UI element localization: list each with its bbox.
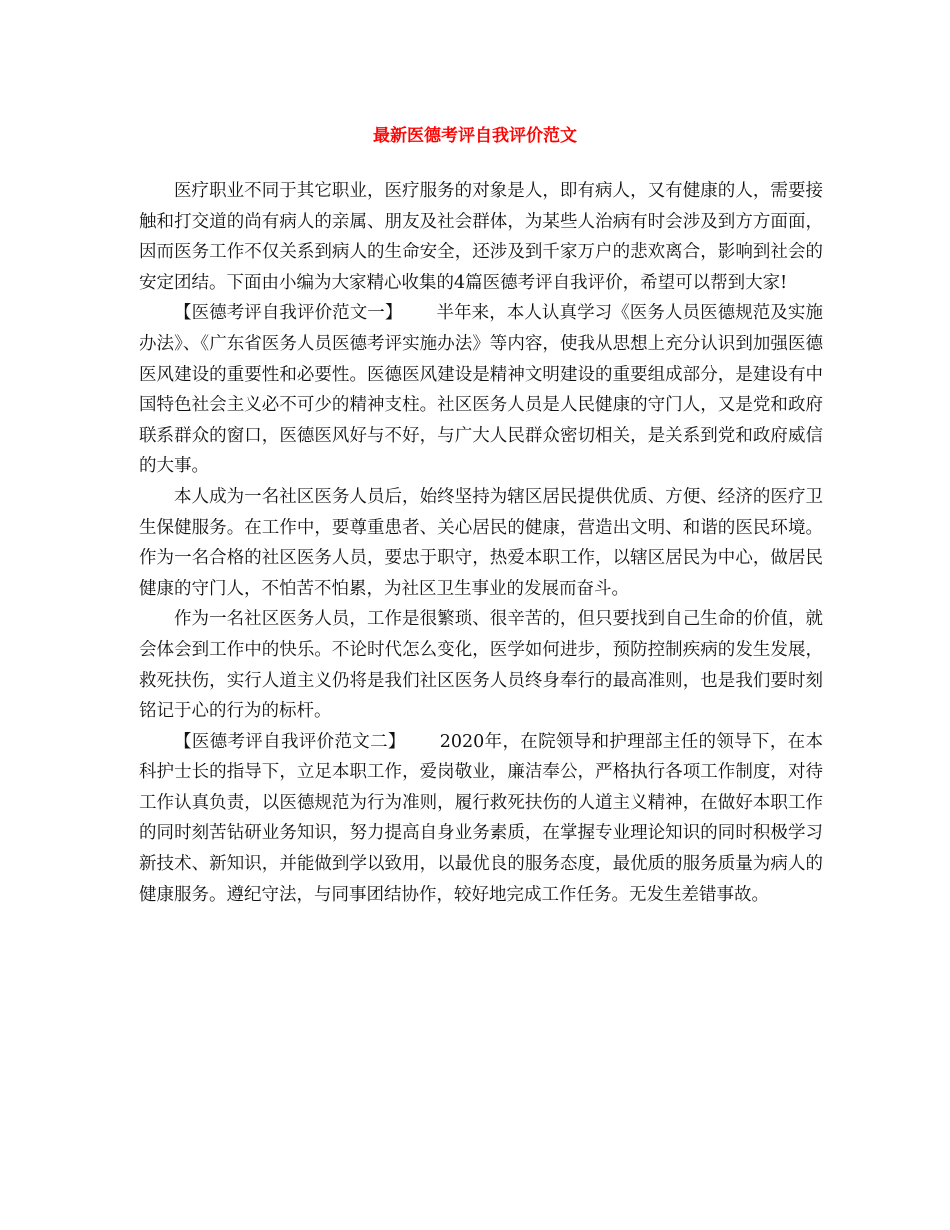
paragraph-sample-two — [139, 727, 823, 911]
document-body — [139, 176, 823, 910]
paragraph-text: 作为一名社区医务人员，工作是很繁琐、很辛苦的，但只要找到自己生命的价值，就会体会到工作中的快乐。不论时代怎么变化，医学如何进步，预防控制疾病的发生发展，救死扶伤，实行人道主义仍将是我们社区医务人员终身奉行的最高准则，也是我们要时刻铭记于心的行为的标杆。 — [139, 609, 823, 722]
document-title: 最新医德考评自我评价范文 — [373, 126, 577, 146]
paragraph-sample-one — [139, 298, 823, 482]
paragraph-text: 2020年，在院领导和护理部主任的领导下，在本科护士长的指导下，立足本职工作，爱岗敬业，廉洁奉公，严格执行各项工作制度，对待工作认真负责，以医德规范为行为准则，履行救死扶伤的人道主义精神，在做好本职工作的同时刻苦钻研业务知识，努力提高自身业务素质，在掌握专业理论知识的同时积极学习新技术、新知识，并能做到学以致用，以最优良的服务态度，最优质的服务质量为病人的健康服务。遵纪守法，与同事团结协作，较好地完成工作任务。无发生差错事故。 — [139, 731, 823, 905]
paragraph-text: 医疗职业不同于其它职业，医疗服务的对象是人，即有病人，又有健康的人，需要接触和打交道的尚有病人的亲属、朋友及社会群体，为某些人治病有时会涉及到方方面面，因而医务工作不仅关系到病人的生命安全，还涉及到千家万户的悲欢离合，影响到社会的安定团结。下面由小编为大家精心收集的4篇医德考评自我评价，希望可以帮到大家! — [139, 181, 823, 293]
paragraph-value — [139, 604, 823, 726]
paragraph-intro — [139, 176, 823, 298]
paragraph-text: 本人成为一名社区医务人员后，始终坚持为辖区居民提供优质、方便、经济的医疗卫生保健服务。在工作中，要尊重患者、关心居民的健康，营造出文明、和谐的医民环境。作为一名合格的社区医务人员，要忠于职守，热爱本职工作，以辖区居民为中心，做居民健康的守门人，不怕苦不怕累，为社区卫生事业的发展而奋斗。 — [139, 486, 823, 599]
section-heading: 【医德考评自我评价范文一】 — [174, 303, 403, 324]
section-heading: 【医德考评自我评价范文二】 — [174, 731, 406, 752]
paragraph-text: 半年来，本人认真学习《医务人员医德规范及实施办法》、《广东省医务人员医德考评实施办法》等内容，使我从思想上充分认识到加强医德医风建设的重要性和必要性。医德医风建设是精神文明建设的重要组成部分，是建设有中国特色社会主义必不可少的精神支柱。社区医务人员是人民健康的守门人，又是党和政府联系群众的窗口，医德医风好与不好，与广大人民群众密切相关，是关系到党和政府威信的大事。 — [139, 303, 824, 477]
paragraph-commitment — [139, 482, 823, 604]
